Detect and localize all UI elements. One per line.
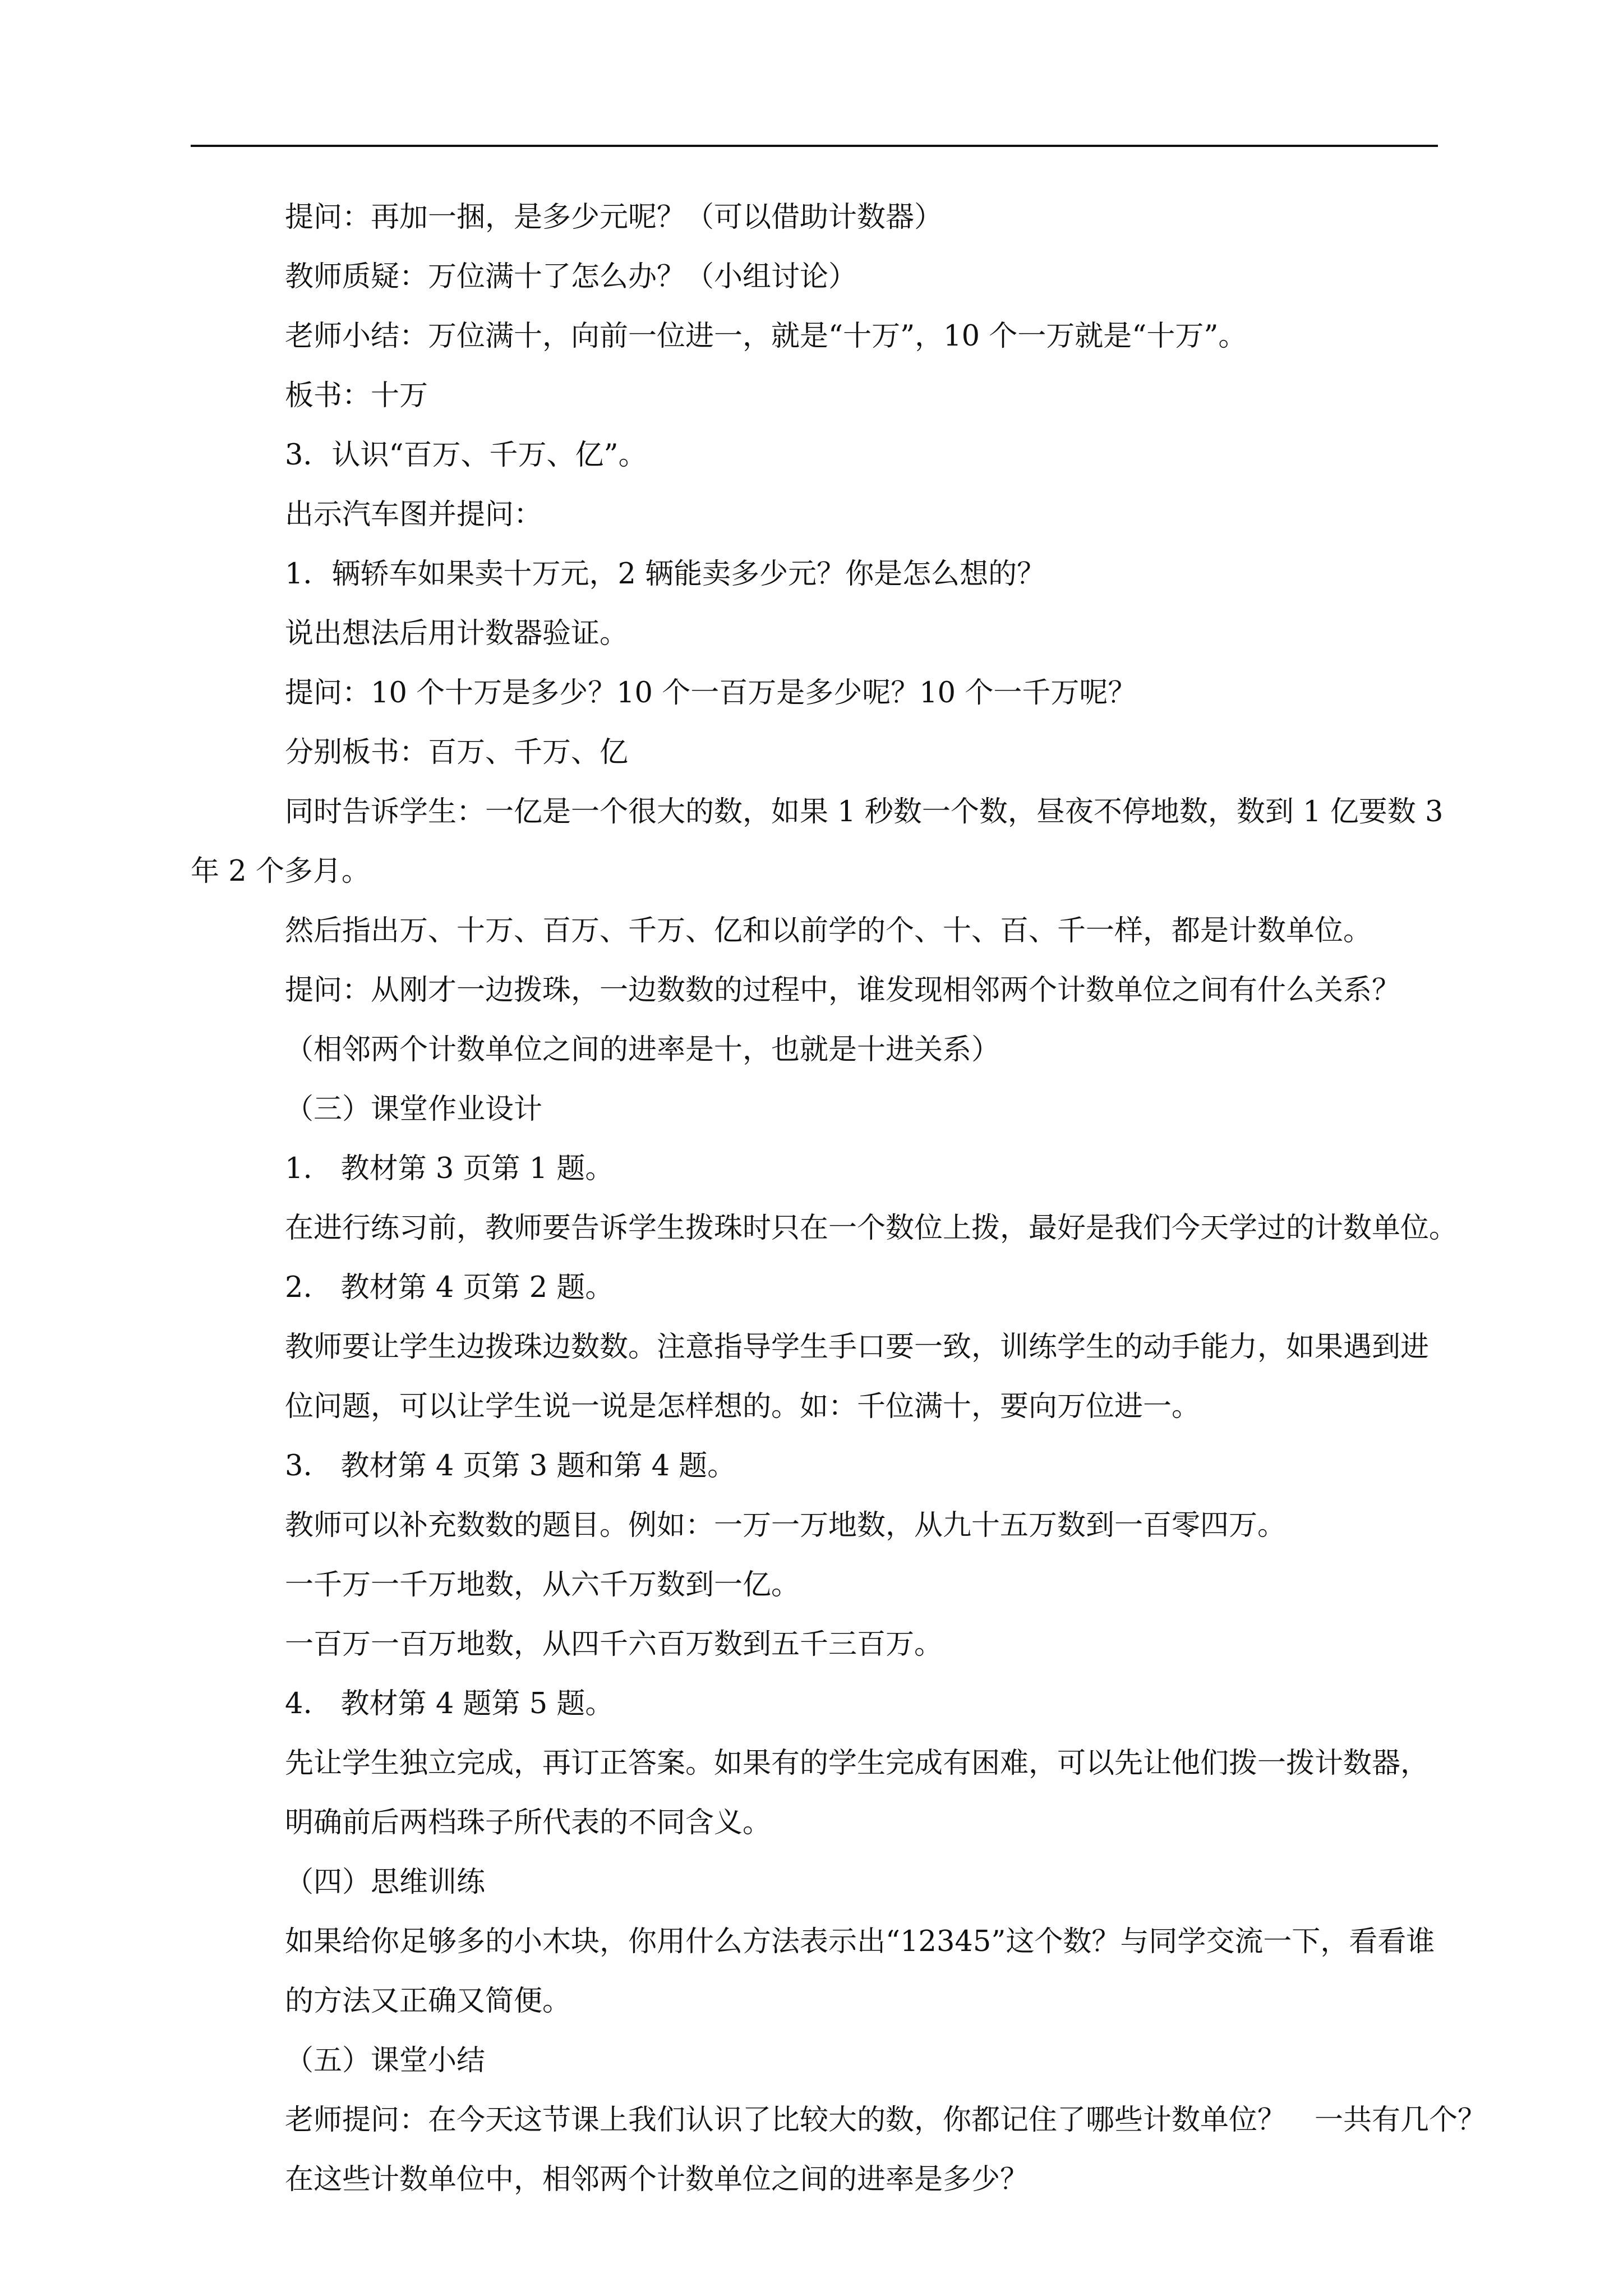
text-line: 在这些计数单位中，相邻两个计数单位之间的进率是多少？ bbox=[285, 2163, 1029, 2196]
header-rule bbox=[191, 145, 1438, 147]
section-heading: （三）课堂作业设计 bbox=[285, 1093, 543, 1126]
text-line: 提问：再加一捆，是多少元呢？（可以借助计数器） bbox=[285, 201, 943, 234]
text-line: 先让学生独立完成，再订正答案。如果有的学生完成有困难，可以先让他们拨一拨计数器， bbox=[285, 1747, 1430, 1780]
text-line: 一千万一千万地数，从六千万数到一亿。 bbox=[285, 1568, 800, 1602]
text-line: 的方法又正确又简便。 bbox=[285, 1985, 571, 2018]
document-body bbox=[191, 188, 1487, 2210]
text-line: 老师小结：万位满十，向前一位进一，就是“十万”，10 个一万就是“十万”。 bbox=[285, 320, 1247, 353]
text-line: 一百万一百万地数，从四千六百万数到五千三百万。 bbox=[285, 1628, 943, 1661]
text-line: 教师可以补充数数的题目。例如：一万一万地数，从九十五万数到一百零四万。 bbox=[285, 1509, 1287, 1542]
text-line: 4. 教材第 4 题第 5 题。 bbox=[285, 1687, 614, 1720]
text-line: 明确前后两档珠子所代表的不同含义。 bbox=[285, 1806, 772, 1839]
text-line: 提问：10 个十万是多少？10 个一百万是多少呢？10 个一千万呢？ bbox=[285, 677, 1137, 710]
text-line: 分别板书：百万、千万、亿 bbox=[285, 736, 629, 769]
text-line: 板书：十万 bbox=[285, 379, 428, 412]
text-line: 教师要让学生边拨珠边数数。注意指导学生手口要一致，训练学生的动手能力，如果遇到进 bbox=[285, 1331, 1430, 1364]
text-line: 1. 教材第 3 页第 1 题。 bbox=[285, 1152, 614, 1185]
text-line: 同时告诉学生：一亿是一个很大的数，如果 1 秒数一个数，昼夜不停地数，数到 1 亿要数 3 bbox=[285, 795, 1444, 829]
text-line: 在进行练习前，教师要告诉学生拨珠时只在一个数位上拨，最好是我们今天学过的计数单位。 bbox=[285, 1212, 1458, 1245]
section-heading: （四）思维训练 bbox=[285, 1866, 486, 1899]
text-line: 出示汽车图并提问： bbox=[285, 498, 543, 531]
text-line: 然后指出万、十万、百万、千万、亿和以前学的个、十、百、千一样，都是计数单位。 bbox=[285, 914, 1372, 947]
text-line: （相邻两个计数单位之间的进率是十，也就是十进关系） bbox=[285, 1033, 1000, 1066]
text-line: 提问：从刚才一边拨珠，一边数数的过程中，谁发现相邻两个计数单位之间有什么关系？ bbox=[285, 974, 1401, 1007]
text-line: 老师提问：在今天这节课上我们认识了比较大的数，你都记住了哪些计数单位？ 一共有几个？ bbox=[285, 2104, 1487, 2137]
text-line: 教师质疑：万位满十了怎么办？（小组讨论） bbox=[285, 260, 857, 293]
text-line: 3. 教材第 4 页第 3 题和第 4 题。 bbox=[285, 1450, 736, 1483]
text-line: 如果给你足够多的小木块，你用什么方法表示出“12345”这个数？与同学交流一下，看看谁 bbox=[285, 1925, 1435, 1958]
text-line: 1．辆轿车如果卖十万元，2 辆能卖多少元？你是怎么想的？ bbox=[285, 558, 1046, 591]
text-line: 位问题，可以让学生说一说是怎样想的。如：千位满十，要向万位进一。 bbox=[285, 1390, 1201, 1423]
text-line: 3．认识“百万、千万、亿”。 bbox=[285, 439, 647, 472]
section-heading: （五）课堂小结 bbox=[285, 2044, 486, 2077]
text-line: 说出想法后用计数器验证。 bbox=[285, 617, 629, 650]
text-line: 年 2 个多月。 bbox=[191, 855, 370, 888]
text-line: 2. 教材第 4 页第 2 题。 bbox=[285, 1271, 614, 1304]
